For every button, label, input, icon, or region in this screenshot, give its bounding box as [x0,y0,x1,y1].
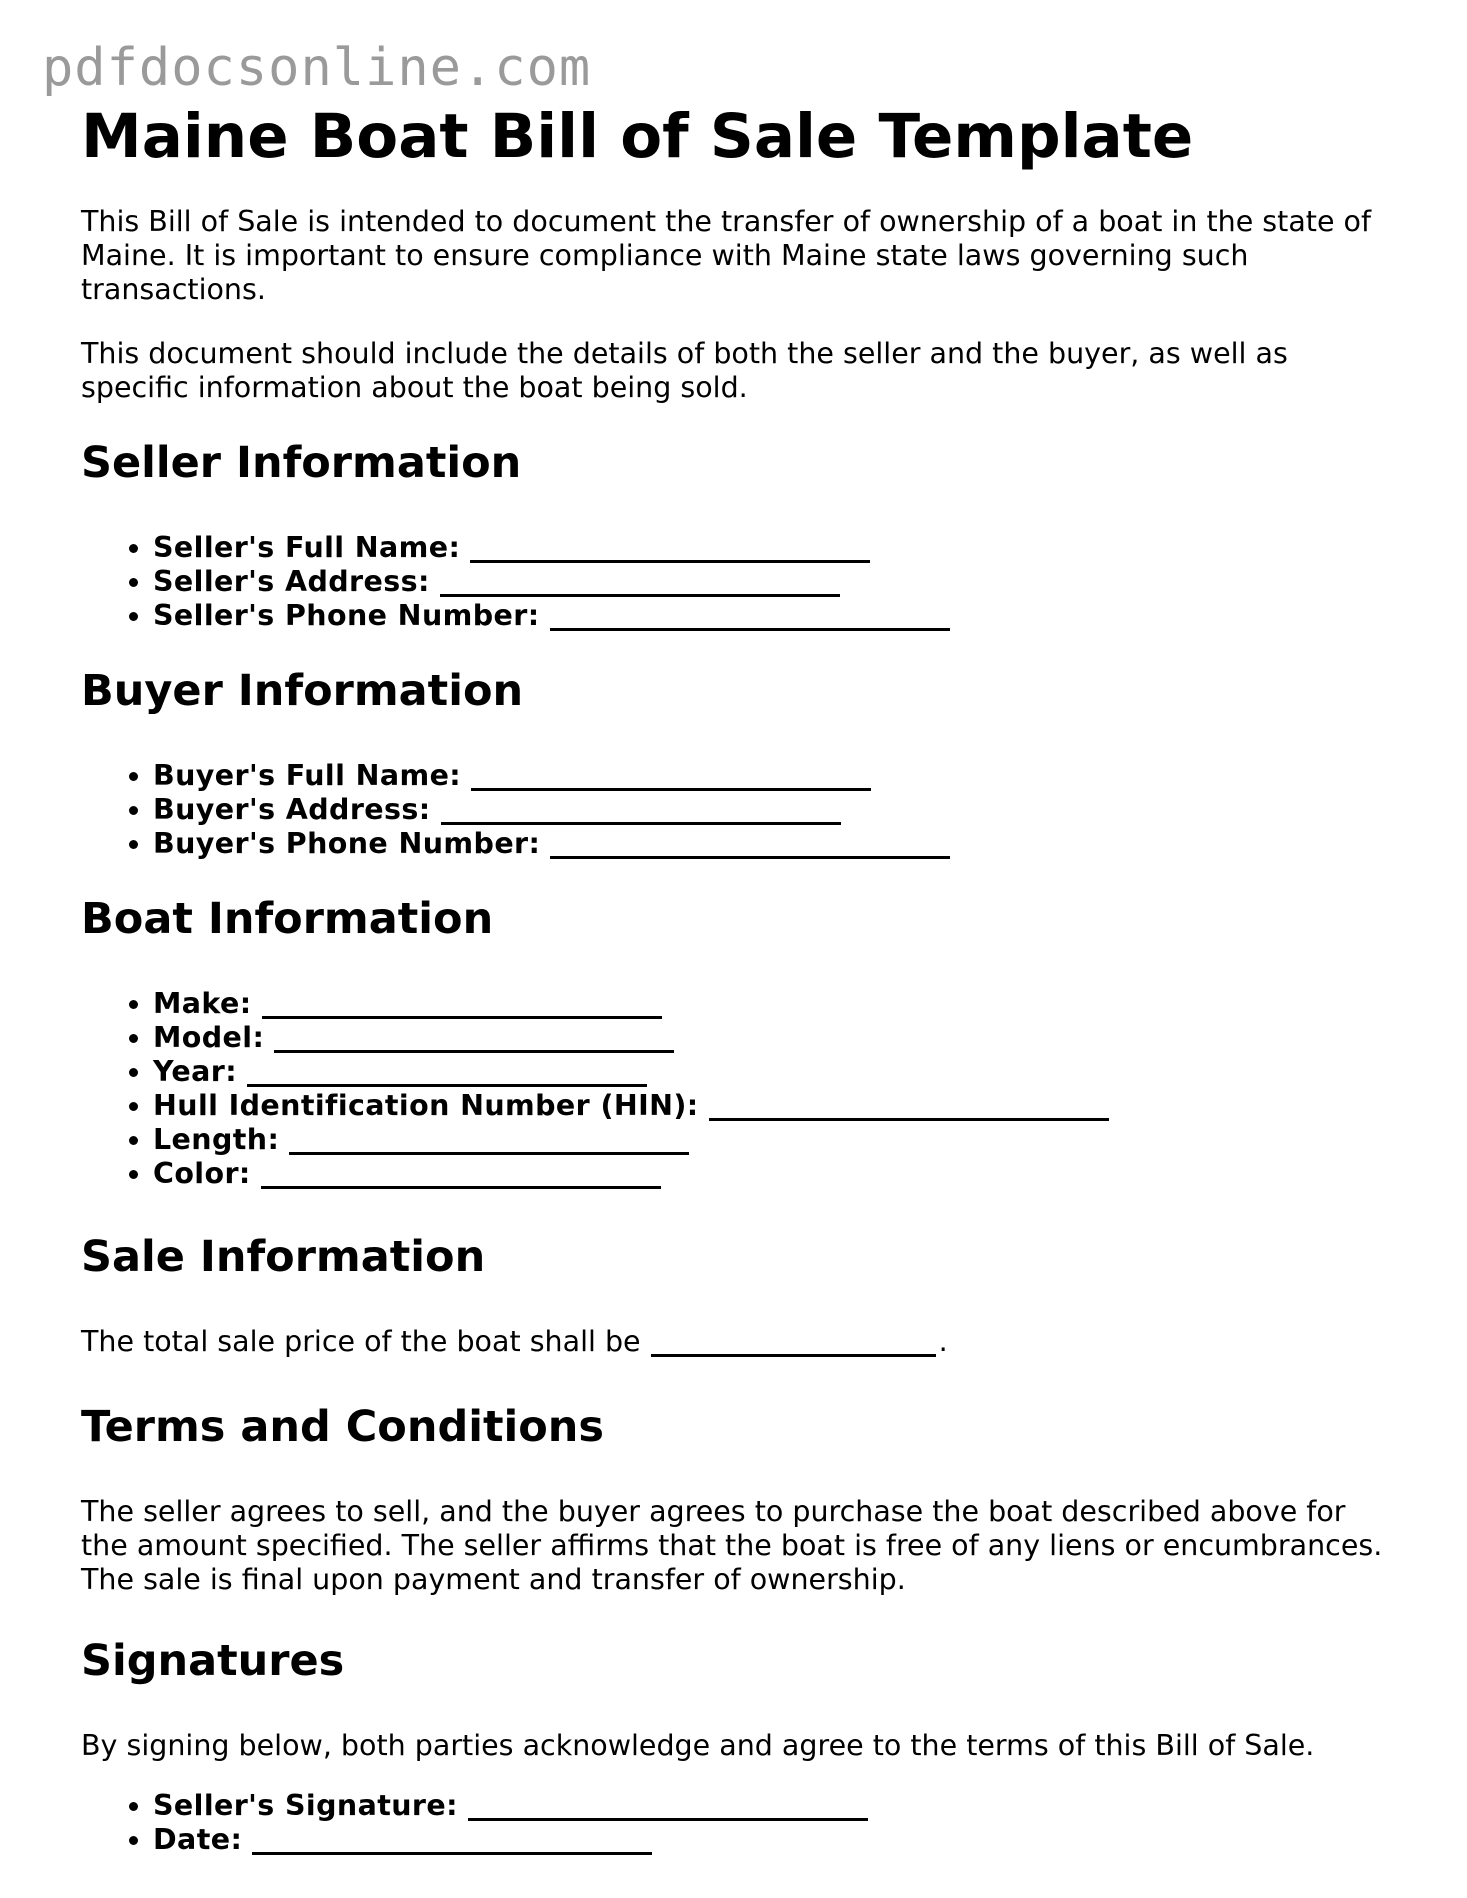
signature-date-blank[interactable] [252,1824,652,1855]
signature-date-field [153,1823,1401,1857]
boat-field-list [81,987,1401,1191]
page-title: Maine Boat Bill of Sale Template [81,101,1194,172]
buyer-address-blank[interactable] [441,794,841,825]
buyer-address-field [153,793,1401,827]
boat-length-blank[interactable] [289,1124,689,1155]
signatures-paragraph: By signing below, both parties acknowledge and agree to the terms of this Bill of Sale. [81,1729,1315,1763]
seller-phone-blank[interactable] [550,600,950,631]
boat-model-field [153,1021,1401,1055]
seller-address-field [153,565,1401,599]
sale-heading: Sale Information [81,1232,486,1283]
seller-field-list [81,531,1401,633]
boat-hin-field [153,1089,1401,1123]
buyer-name-blank[interactable] [471,760,871,791]
buyer-field-list [81,759,1401,861]
buyer-heading: Buyer Information [81,666,524,717]
seller-phone-label: Seller's Phone Number: [153,599,540,633]
intro-paragraph-2: This document should include the details of both the seller and the buyer, as well as specific information about the boat being sold. [81,337,1288,405]
sale-price-blank[interactable] [651,1326,936,1357]
intro-paragraph-1: This Bill of Sale is intended to document the transfer of ownership of a boat in the state of Maine. It is important to ensure compliance with Maine state laws governing such transactions. [81,205,1372,307]
document-page [81,100,1401,1857]
seller-address-label: Seller's Address: [153,565,430,599]
boat-hin-label: Hull Identification Number (HIN): [153,1089,699,1123]
seller-name-label: Seller's Full Name: [153,531,461,565]
sale-price-paragraph [81,1325,1401,1359]
boat-heading: Boat Information [81,894,494,945]
sale-price-period: . [938,1325,948,1359]
boat-color-blank[interactable] [261,1158,661,1189]
boat-year-blank[interactable] [247,1056,647,1087]
boat-hin-blank[interactable] [709,1090,1109,1121]
boat-length-field [153,1123,1401,1157]
buyer-address-label: Buyer's Address: [153,793,431,827]
boat-make-field [153,987,1401,1021]
boat-color-label: Color: [153,1157,251,1191]
seller-phone-field [153,599,1401,633]
seller-signature-field [153,1789,1401,1823]
boat-model-label: Model: [153,1021,265,1055]
seller-signature-blank[interactable] [468,1790,868,1821]
buyer-phone-blank[interactable] [550,828,950,859]
watermark: pdfdocsonline.com [42,38,592,98]
buyer-name-field [153,759,1401,793]
buyer-phone-field [153,827,1401,861]
seller-address-blank[interactable] [440,566,840,597]
boat-year-field [153,1055,1401,1089]
buyer-phone-label: Buyer's Phone Number: [153,827,541,861]
seller-name-field [153,531,1401,565]
terms-paragraph: The seller agrees to sell, and the buyer agrees to purchase the boat described above for the amount specified. The seller affirms that the boat is free of any liens or encumbrances. The sale is final upon payment and transfer of ownership. [81,1495,1383,1597]
boat-make-label: Make: [153,987,252,1021]
terms-heading: Terms and Conditions [81,1402,605,1453]
signature-field-list [81,1789,1401,1857]
boat-make-blank[interactable] [262,988,662,1019]
buyer-name-label: Buyer's Full Name: [153,759,462,793]
seller-name-blank[interactable] [470,532,870,563]
boat-length-label: Length: [153,1123,280,1157]
sale-price-text: The total sale price of the boat shall be [81,1325,641,1359]
seller-signature-label: Seller's Signature: [153,1789,458,1823]
boat-model-blank[interactable] [274,1022,674,1053]
boat-color-field [153,1157,1401,1191]
seller-heading: Seller Information [81,438,522,489]
signatures-heading: Signatures [81,1636,345,1687]
signature-date-label: Date: [153,1823,243,1857]
boat-year-label: Year: [153,1055,238,1089]
